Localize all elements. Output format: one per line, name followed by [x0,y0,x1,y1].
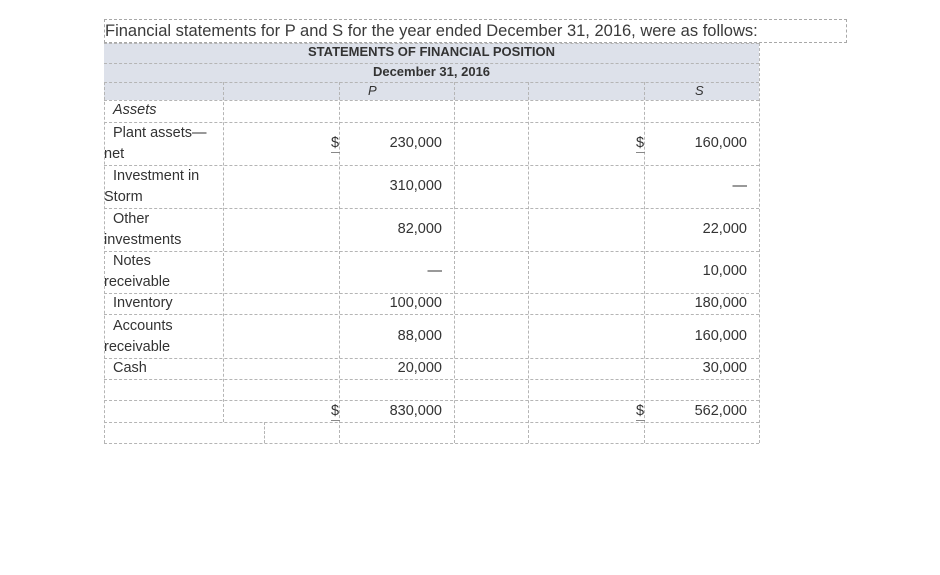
grid-line [104,100,759,101]
statement-title: STATEMENTS OF FINANCIAL POSITION [308,44,555,59]
grid-line [104,82,759,83]
p-value: 100,000 [389,295,442,311]
row-label [104,166,222,208]
column-header-p: P [368,83,377,98]
row-label: Cash [113,360,147,376]
dollar-underline [331,420,340,421]
grid-line [104,358,759,359]
p-value: 88,000 [397,328,442,344]
grid-line [104,422,759,423]
row-label-line1: Other [113,211,150,227]
grid-line [264,422,265,443]
s-value: 30,000 [702,360,747,376]
dollar-underline [636,152,645,153]
grid-line [528,82,529,443]
row-label-line2: receivable [104,274,171,290]
s-value: — [732,178,747,194]
p-value: — [427,263,442,279]
grid-line [104,63,759,64]
row-label-line2: receivable [104,339,171,355]
grid-line [104,443,759,444]
row-label [104,251,222,293]
row-label-line1: Plant assets— [113,125,207,141]
s-value: 10,000 [702,263,747,279]
grid-line [454,82,455,443]
row-label [104,123,222,165]
p-value: 310,000 [389,178,442,194]
dollar-sign: $ [331,135,340,151]
dollar-sign: $ [636,135,645,151]
grid-line [759,43,760,443]
row-label-line2: net [104,146,125,162]
intro-text: Financial statements for P and S for the year ended December 31, 2016, were as follows: [104,19,847,43]
section-label-assets: Assets [113,102,157,118]
p-value: 230,000 [389,135,442,151]
s-value: 160,000 [694,135,747,151]
dollar-underline [331,152,340,153]
row-label-line1: Accounts [113,318,173,334]
statement-date: December 31, 2016 [372,64,491,79]
p-total: 830,000 [389,403,442,419]
grid-line [104,43,759,44]
grid-line [104,293,759,294]
column-header-s: S [695,83,704,98]
grid-line [104,314,759,315]
dollar-sign: $ [331,403,340,419]
dollar-underline [636,420,645,421]
row-label-line1: Investment in [113,168,200,184]
dollar-sign: $ [636,403,645,419]
row-label-line2: Storm [104,189,143,205]
row-label: Inventory [113,295,173,311]
s-total: 562,000 [694,403,747,419]
row-label [104,316,222,358]
grid-line [104,400,759,401]
grid-line [104,379,759,380]
grid-line [223,82,224,422]
p-value: 20,000 [397,360,442,376]
s-value: 180,000 [694,295,747,311]
row-label-line1: Notes [113,253,151,269]
s-value: 160,000 [694,328,747,344]
row-label [104,209,222,251]
s-value: 22,000 [702,221,747,237]
p-value: 82,000 [397,221,442,237]
row-label-line2: investments [104,232,182,248]
